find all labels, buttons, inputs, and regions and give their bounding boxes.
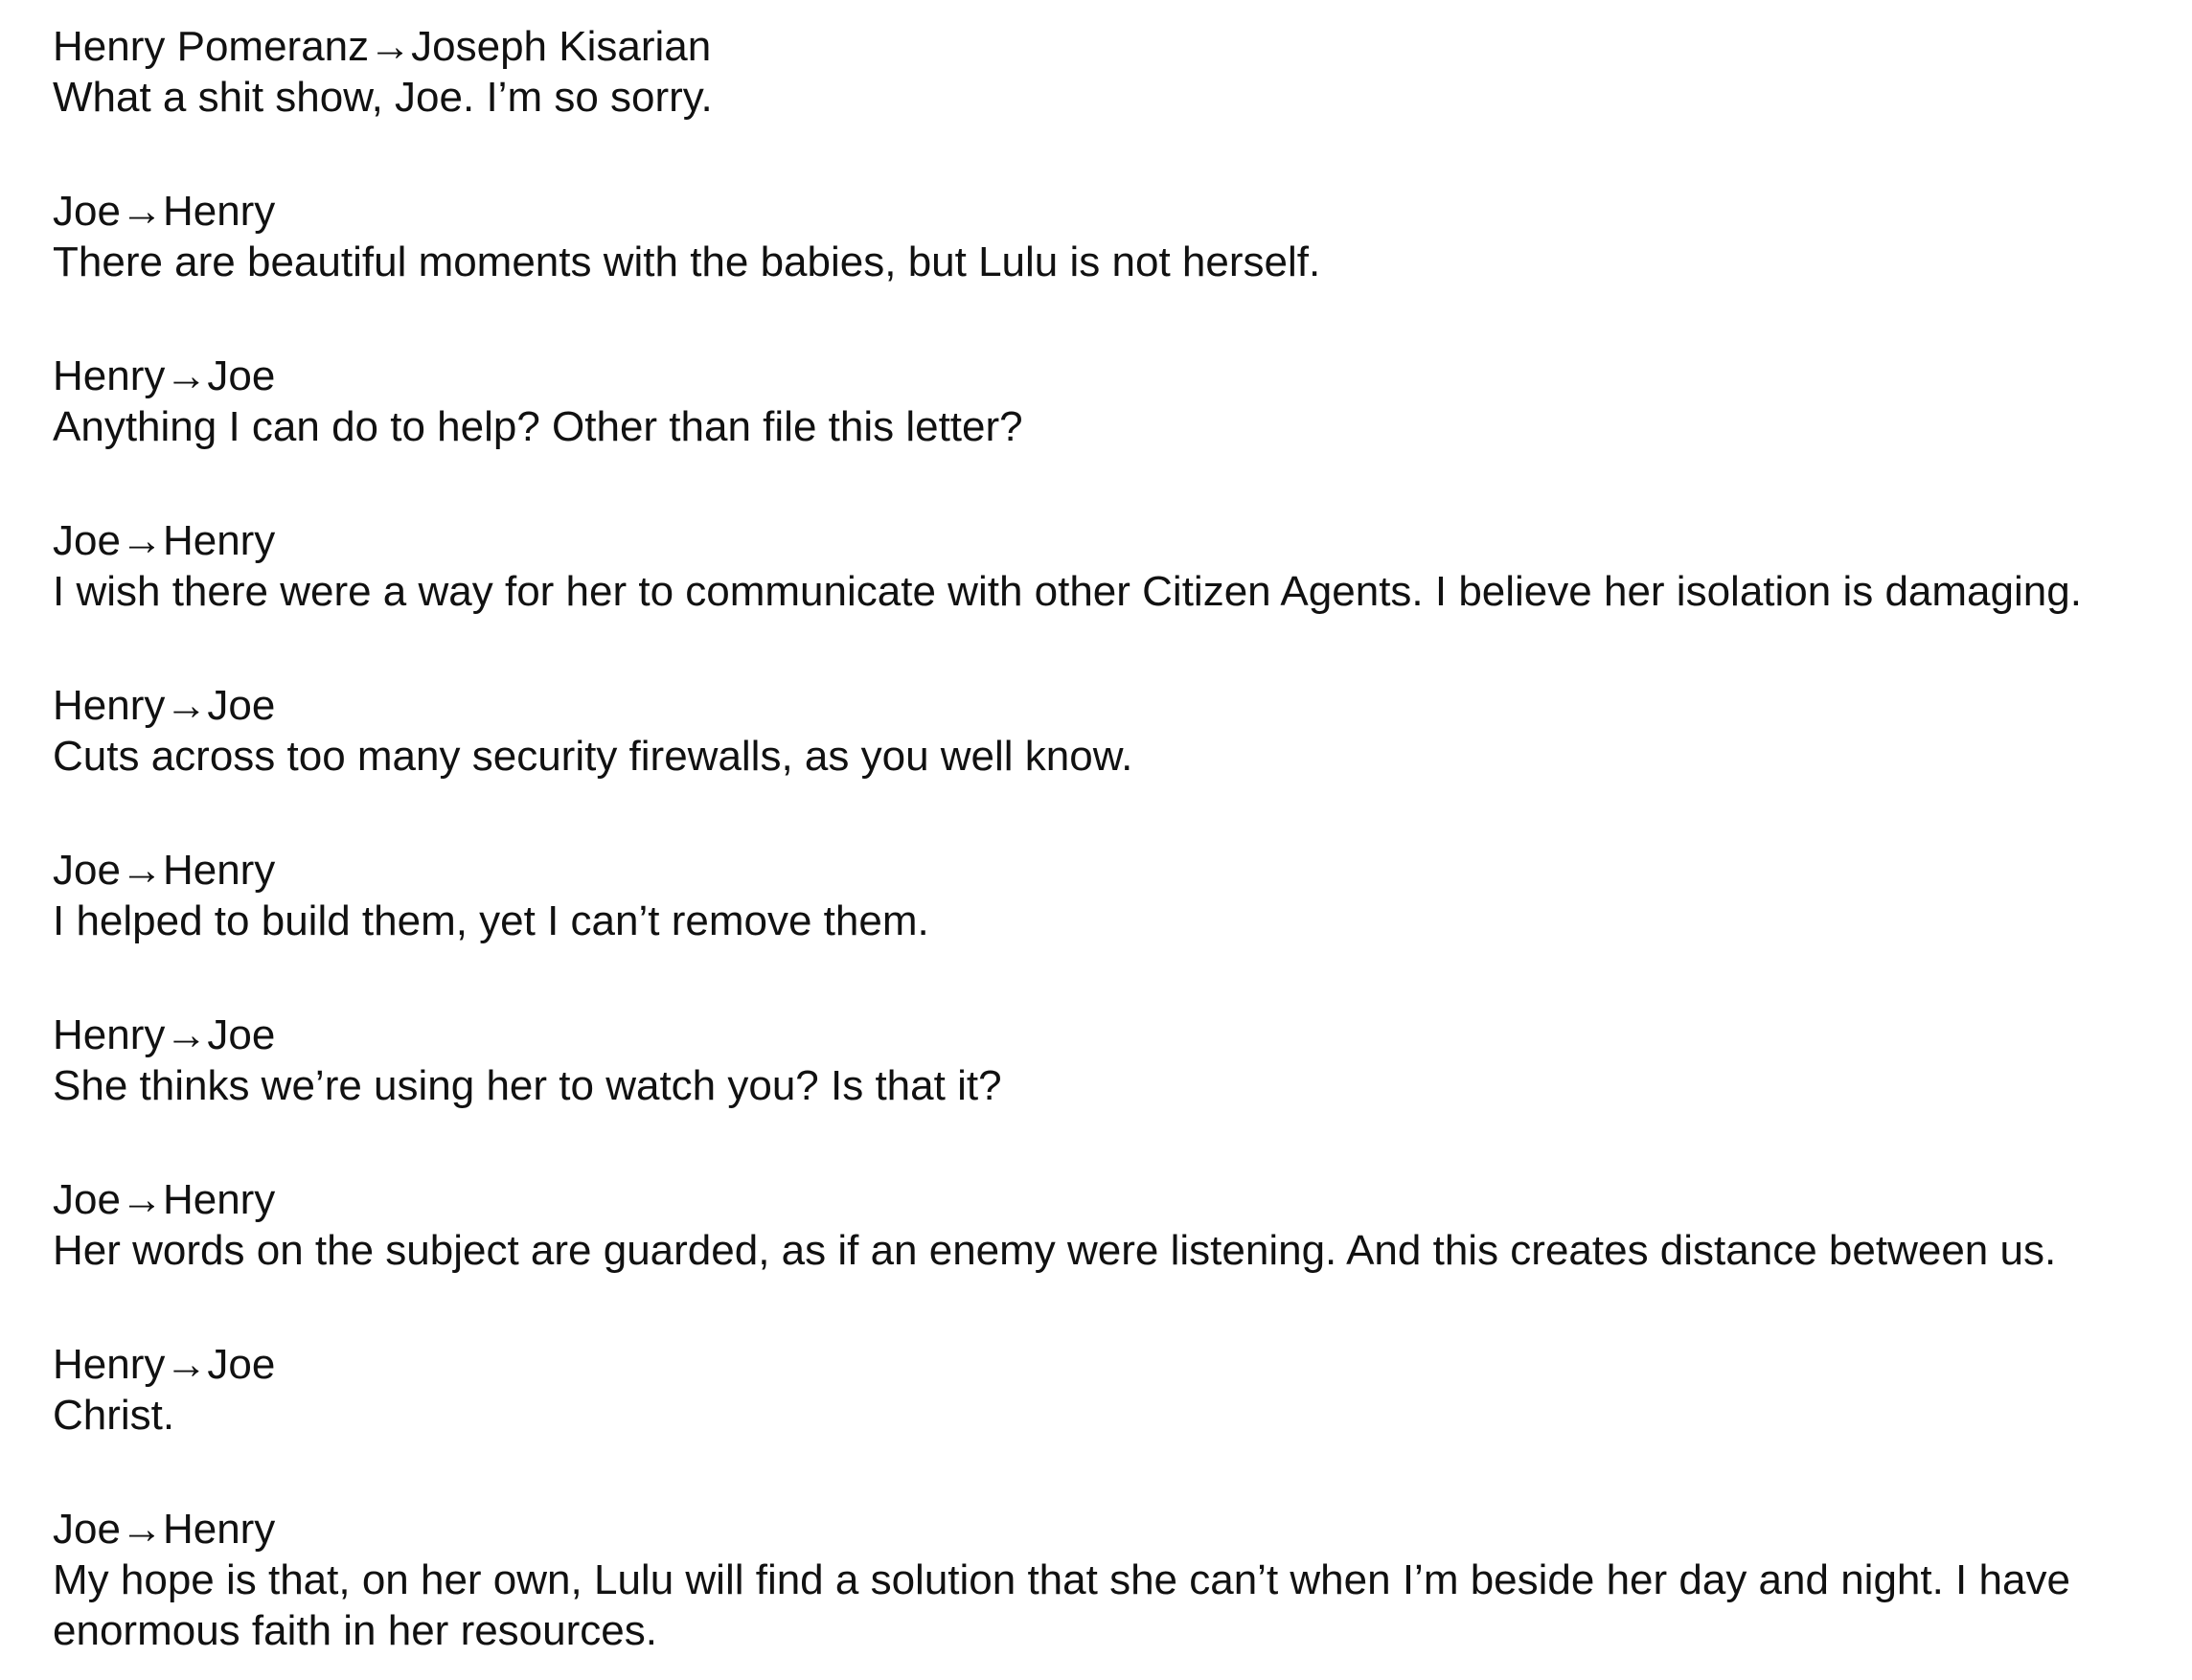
message-header: Henry→Joe [53, 1011, 276, 1058]
message-entry [53, 1010, 2160, 1111]
message-body: I helped to build them, yet I can’t remove them. [53, 897, 929, 944]
message-entry [53, 1504, 2160, 1656]
message-header: Henry→Joe [53, 352, 276, 399]
message-body: Christ. [53, 1392, 175, 1439]
message-header: Joe→Henry [53, 517, 276, 564]
message-header: Henry Pomeranz→Joseph Kisarian [53, 23, 712, 70]
message-entry [53, 351, 2160, 452]
message-entry [53, 1174, 2160, 1276]
message-body: Her words on the subject are guarded, as if an enemy were listening. And this creates distance between us. [53, 1227, 2057, 1274]
message-entry [53, 1339, 2160, 1441]
message-body: There are beautiful moments with the babies, but Lulu is not herself. [53, 238, 1321, 285]
message-body: Anything I can do to help? Other than file this letter? [53, 403, 1023, 450]
message-entry [53, 680, 2160, 782]
message-header: Joe→Henry [53, 1506, 276, 1553]
message-body: I wish there were a way for her to communicate with other Citizen Agents. I believe her isolation is damaging. [53, 568, 2082, 615]
message-entry [53, 21, 2160, 123]
message-body: She thinks we’re using her to watch you? Is that it? [53, 1062, 1002, 1109]
message-header: Joe→Henry [53, 847, 276, 894]
message-entry [53, 845, 2160, 946]
message-entry [53, 515, 2160, 617]
message-body: Cuts across too many security firewalls, as you well know. [53, 733, 1133, 780]
message-header: Joe→Henry [53, 1176, 276, 1223]
message-log [53, 21, 2160, 1656]
message-body: My hope is that, on her own, Lulu will find a solution that she can’t when I’m beside her day and night. I have enormous faith in her resources. [53, 1556, 2070, 1654]
message-entry [53, 186, 2160, 287]
message-header: Henry→Joe [53, 1341, 276, 1388]
message-header: Joe→Henry [53, 188, 276, 235]
message-header: Henry→Joe [53, 682, 276, 729]
message-body: What a shit show, Joe. I’m so sorry. [53, 74, 713, 121]
